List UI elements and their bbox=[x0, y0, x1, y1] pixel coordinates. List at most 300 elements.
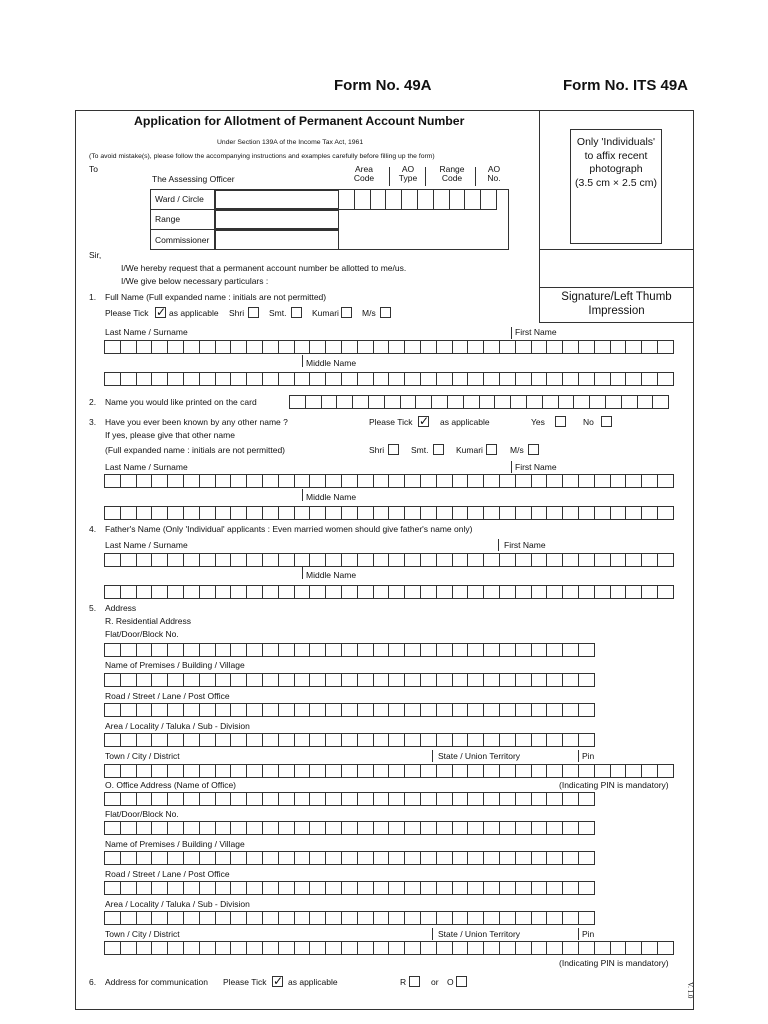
char-box[interactable] bbox=[578, 733, 595, 747]
char-box[interactable] bbox=[341, 643, 358, 657]
char-box[interactable] bbox=[167, 340, 184, 354]
char-box[interactable] bbox=[625, 553, 642, 567]
char-box[interactable] bbox=[641, 553, 658, 567]
char-box[interactable] bbox=[309, 764, 326, 778]
char-box[interactable] bbox=[562, 764, 579, 778]
char-box[interactable] bbox=[183, 372, 200, 386]
char-box[interactable] bbox=[357, 911, 374, 925]
char-box[interactable] bbox=[278, 733, 295, 747]
char-box[interactable] bbox=[341, 474, 358, 488]
char-box[interactable] bbox=[294, 792, 311, 806]
char-box[interactable] bbox=[309, 372, 326, 386]
char-box[interactable] bbox=[467, 851, 484, 865]
char-box[interactable] bbox=[278, 881, 295, 895]
char-box[interactable] bbox=[641, 764, 658, 778]
char-box[interactable] bbox=[436, 821, 453, 835]
char-box[interactable] bbox=[467, 673, 484, 687]
char-box[interactable] bbox=[388, 585, 405, 599]
char-box[interactable] bbox=[309, 340, 326, 354]
char-box[interactable] bbox=[404, 703, 421, 717]
q3-ms-checkbox[interactable] bbox=[528, 444, 539, 455]
char-box[interactable] bbox=[452, 821, 469, 835]
char-box[interactable] bbox=[294, 764, 311, 778]
char-box[interactable] bbox=[357, 506, 374, 520]
char-box[interactable] bbox=[325, 911, 342, 925]
char-box[interactable] bbox=[368, 395, 385, 409]
char-box[interactable] bbox=[199, 851, 216, 865]
code-box[interactable] bbox=[385, 189, 402, 210]
char-box[interactable] bbox=[104, 474, 121, 488]
char-box[interactable] bbox=[531, 733, 548, 747]
char-box[interactable] bbox=[388, 643, 405, 657]
char-box[interactable] bbox=[546, 764, 563, 778]
char-box[interactable] bbox=[499, 764, 516, 778]
char-box[interactable] bbox=[325, 474, 342, 488]
char-box[interactable] bbox=[467, 764, 484, 778]
char-box[interactable] bbox=[404, 911, 421, 925]
char-box[interactable] bbox=[357, 851, 374, 865]
char-box[interactable] bbox=[278, 941, 295, 955]
char-box[interactable] bbox=[151, 585, 168, 599]
char-box[interactable] bbox=[151, 474, 168, 488]
char-box[interactable] bbox=[104, 553, 121, 567]
char-box[interactable] bbox=[325, 506, 342, 520]
char-box[interactable] bbox=[483, 911, 500, 925]
char-box[interactable] bbox=[321, 395, 338, 409]
char-box[interactable] bbox=[278, 340, 295, 354]
char-box[interactable] bbox=[104, 673, 121, 687]
char-box[interactable] bbox=[578, 941, 595, 955]
char-box[interactable] bbox=[294, 703, 311, 717]
char-box[interactable] bbox=[531, 703, 548, 717]
char-box[interactable] bbox=[183, 474, 200, 488]
char-box[interactable] bbox=[373, 585, 390, 599]
char-box[interactable] bbox=[215, 703, 232, 717]
char-box[interactable] bbox=[341, 553, 358, 567]
q6-r-checkbox[interactable] bbox=[409, 976, 420, 987]
char-box[interactable] bbox=[309, 733, 326, 747]
char-box[interactable] bbox=[246, 733, 263, 747]
char-box[interactable] bbox=[104, 703, 121, 717]
char-box[interactable] bbox=[388, 372, 405, 386]
char-box[interactable] bbox=[230, 585, 247, 599]
char-box[interactable] bbox=[183, 911, 200, 925]
char-box[interactable] bbox=[499, 703, 516, 717]
char-box[interactable] bbox=[325, 585, 342, 599]
char-box[interactable] bbox=[136, 372, 153, 386]
char-box[interactable] bbox=[388, 851, 405, 865]
char-box[interactable] bbox=[262, 372, 279, 386]
char-box[interactable] bbox=[562, 474, 579, 488]
char-box[interactable] bbox=[546, 474, 563, 488]
char-box[interactable] bbox=[120, 911, 137, 925]
char-box[interactable] bbox=[594, 506, 611, 520]
char-box[interactable] bbox=[420, 553, 437, 567]
char-box[interactable] bbox=[483, 792, 500, 806]
char-box[interactable] bbox=[230, 506, 247, 520]
char-box[interactable] bbox=[199, 474, 216, 488]
char-box[interactable] bbox=[230, 703, 247, 717]
char-box[interactable] bbox=[388, 881, 405, 895]
char-box[interactable] bbox=[151, 733, 168, 747]
char-box[interactable] bbox=[388, 792, 405, 806]
char-box[interactable] bbox=[404, 733, 421, 747]
char-box[interactable] bbox=[388, 553, 405, 567]
char-box[interactable] bbox=[436, 764, 453, 778]
char-box[interactable] bbox=[199, 764, 216, 778]
char-box[interactable] bbox=[167, 941, 184, 955]
char-box[interactable] bbox=[483, 643, 500, 657]
char-box[interactable] bbox=[357, 764, 374, 778]
char-box[interactable] bbox=[515, 733, 532, 747]
char-box[interactable] bbox=[309, 792, 326, 806]
char-box[interactable] bbox=[499, 553, 516, 567]
char-box[interactable] bbox=[246, 941, 263, 955]
char-box[interactable] bbox=[610, 553, 627, 567]
char-box[interactable] bbox=[452, 643, 469, 657]
char-box[interactable] bbox=[151, 911, 168, 925]
char-box[interactable] bbox=[325, 340, 342, 354]
char-box[interactable] bbox=[294, 474, 311, 488]
char-box[interactable] bbox=[420, 673, 437, 687]
char-box[interactable] bbox=[151, 941, 168, 955]
char-box[interactable] bbox=[151, 643, 168, 657]
char-box[interactable] bbox=[167, 673, 184, 687]
char-box[interactable] bbox=[230, 881, 247, 895]
char-box[interactable] bbox=[151, 553, 168, 567]
char-box[interactable] bbox=[309, 703, 326, 717]
char-box[interactable] bbox=[199, 643, 216, 657]
char-box[interactable] bbox=[151, 792, 168, 806]
char-box[interactable] bbox=[294, 553, 311, 567]
code-box[interactable] bbox=[480, 189, 497, 210]
char-box[interactable] bbox=[230, 792, 247, 806]
char-box[interactable] bbox=[262, 340, 279, 354]
char-box[interactable] bbox=[120, 792, 137, 806]
char-box[interactable] bbox=[325, 851, 342, 865]
char-box[interactable] bbox=[467, 821, 484, 835]
char-box[interactable] bbox=[384, 395, 401, 409]
char-box[interactable] bbox=[262, 941, 279, 955]
off-road-boxes[interactable] bbox=[104, 881, 594, 895]
char-box[interactable] bbox=[483, 372, 500, 386]
q1-shri-checkbox[interactable] bbox=[248, 307, 259, 318]
char-box[interactable] bbox=[637, 395, 654, 409]
char-box[interactable] bbox=[262, 673, 279, 687]
char-box[interactable] bbox=[531, 764, 548, 778]
char-box[interactable] bbox=[562, 733, 579, 747]
char-box[interactable] bbox=[388, 506, 405, 520]
char-box[interactable] bbox=[294, 733, 311, 747]
char-box[interactable] bbox=[120, 474, 137, 488]
char-box[interactable] bbox=[531, 792, 548, 806]
char-box[interactable] bbox=[625, 340, 642, 354]
char-box[interactable] bbox=[230, 643, 247, 657]
char-box[interactable] bbox=[278, 911, 295, 925]
char-box[interactable] bbox=[546, 911, 563, 925]
char-box[interactable] bbox=[136, 941, 153, 955]
char-box[interactable] bbox=[199, 703, 216, 717]
char-box[interactable] bbox=[420, 821, 437, 835]
char-box[interactable] bbox=[467, 474, 484, 488]
char-box[interactable] bbox=[167, 553, 184, 567]
char-box[interactable] bbox=[183, 821, 200, 835]
char-box[interactable] bbox=[578, 881, 595, 895]
char-box[interactable] bbox=[467, 506, 484, 520]
char-box[interactable] bbox=[167, 506, 184, 520]
char-box[interactable] bbox=[309, 553, 326, 567]
char-box[interactable] bbox=[246, 340, 263, 354]
off-premises-boxes[interactable] bbox=[104, 851, 594, 865]
char-box[interactable] bbox=[641, 506, 658, 520]
char-box[interactable] bbox=[499, 673, 516, 687]
char-box[interactable] bbox=[151, 881, 168, 895]
char-box[interactable] bbox=[404, 673, 421, 687]
char-box[interactable] bbox=[388, 673, 405, 687]
char-box[interactable] bbox=[404, 585, 421, 599]
char-box[interactable] bbox=[657, 474, 674, 488]
char-box[interactable] bbox=[309, 585, 326, 599]
char-box[interactable] bbox=[467, 372, 484, 386]
char-box[interactable] bbox=[542, 395, 559, 409]
char-box[interactable] bbox=[400, 395, 417, 409]
char-box[interactable] bbox=[199, 941, 216, 955]
char-box[interactable] bbox=[325, 553, 342, 567]
char-box[interactable] bbox=[246, 372, 263, 386]
range-input[interactable] bbox=[215, 210, 339, 229]
char-box[interactable] bbox=[120, 643, 137, 657]
char-box[interactable] bbox=[215, 372, 232, 386]
char-box[interactable] bbox=[578, 703, 595, 717]
char-box[interactable] bbox=[341, 764, 358, 778]
char-box[interactable] bbox=[483, 733, 500, 747]
char-box[interactable] bbox=[657, 506, 674, 520]
char-box[interactable] bbox=[510, 395, 527, 409]
char-box[interactable] bbox=[278, 851, 295, 865]
char-box[interactable] bbox=[215, 553, 232, 567]
char-box[interactable] bbox=[415, 395, 432, 409]
q3-name-boxes-row1[interactable] bbox=[104, 474, 673, 488]
char-box[interactable] bbox=[373, 340, 390, 354]
char-box[interactable] bbox=[136, 703, 153, 717]
char-box[interactable] bbox=[420, 941, 437, 955]
char-box[interactable] bbox=[531, 673, 548, 687]
char-box[interactable] bbox=[652, 395, 669, 409]
char-box[interactable] bbox=[246, 643, 263, 657]
char-box[interactable] bbox=[104, 821, 121, 835]
char-box[interactable] bbox=[309, 643, 326, 657]
char-box[interactable] bbox=[336, 395, 353, 409]
char-box[interactable] bbox=[183, 673, 200, 687]
q1-smt-checkbox[interactable] bbox=[291, 307, 302, 318]
char-box[interactable] bbox=[294, 673, 311, 687]
char-box[interactable] bbox=[325, 764, 342, 778]
char-box[interactable] bbox=[246, 881, 263, 895]
char-box[interactable] bbox=[373, 703, 390, 717]
char-box[interactable] bbox=[515, 506, 532, 520]
char-box[interactable] bbox=[341, 585, 358, 599]
char-box[interactable] bbox=[610, 764, 627, 778]
char-box[interactable] bbox=[531, 911, 548, 925]
char-box[interactable] bbox=[215, 733, 232, 747]
char-box[interactable] bbox=[499, 881, 516, 895]
char-box[interactable] bbox=[373, 821, 390, 835]
char-box[interactable] bbox=[104, 733, 121, 747]
off-area-boxes[interactable] bbox=[104, 911, 594, 925]
char-box[interactable] bbox=[610, 941, 627, 955]
char-box[interactable] bbox=[309, 941, 326, 955]
char-box[interactable] bbox=[452, 851, 469, 865]
q3-kumari-checkbox[interactable] bbox=[486, 444, 497, 455]
char-box[interactable] bbox=[341, 881, 358, 895]
q3-name-boxes-row2[interactable] bbox=[104, 506, 673, 520]
char-box[interactable] bbox=[341, 506, 358, 520]
char-box[interactable] bbox=[546, 941, 563, 955]
res-area-boxes[interactable] bbox=[104, 733, 594, 747]
char-box[interactable] bbox=[483, 585, 500, 599]
char-box[interactable] bbox=[246, 474, 263, 488]
char-box[interactable] bbox=[262, 881, 279, 895]
char-box[interactable] bbox=[515, 553, 532, 567]
char-box[interactable] bbox=[467, 340, 484, 354]
char-box[interactable] bbox=[562, 553, 579, 567]
code-box[interactable] bbox=[464, 189, 481, 210]
char-box[interactable] bbox=[373, 941, 390, 955]
char-box[interactable] bbox=[388, 941, 405, 955]
char-box[interactable] bbox=[167, 881, 184, 895]
char-box[interactable] bbox=[436, 643, 453, 657]
char-box[interactable] bbox=[562, 703, 579, 717]
char-box[interactable] bbox=[199, 911, 216, 925]
char-box[interactable] bbox=[120, 851, 137, 865]
char-box[interactable] bbox=[483, 673, 500, 687]
char-box[interactable] bbox=[199, 372, 216, 386]
char-box[interactable] bbox=[531, 585, 548, 599]
char-box[interactable] bbox=[388, 911, 405, 925]
char-box[interactable] bbox=[167, 474, 184, 488]
char-box[interactable] bbox=[562, 643, 579, 657]
char-box[interactable] bbox=[420, 340, 437, 354]
char-box[interactable] bbox=[452, 553, 469, 567]
char-box[interactable] bbox=[436, 881, 453, 895]
code-box[interactable] bbox=[417, 189, 434, 210]
char-box[interactable] bbox=[325, 821, 342, 835]
char-box[interactable] bbox=[483, 340, 500, 354]
char-box[interactable] bbox=[278, 553, 295, 567]
q1-name-boxes-row1[interactable] bbox=[104, 340, 673, 354]
char-box[interactable] bbox=[215, 506, 232, 520]
char-box[interactable] bbox=[657, 941, 674, 955]
char-box[interactable] bbox=[357, 340, 374, 354]
char-box[interactable] bbox=[167, 911, 184, 925]
char-box[interactable] bbox=[515, 821, 532, 835]
char-box[interactable] bbox=[483, 821, 500, 835]
char-box[interactable] bbox=[562, 821, 579, 835]
char-box[interactable] bbox=[499, 506, 516, 520]
char-box[interactable] bbox=[467, 643, 484, 657]
char-box[interactable] bbox=[136, 821, 153, 835]
char-box[interactable] bbox=[262, 851, 279, 865]
char-box[interactable] bbox=[352, 395, 369, 409]
char-box[interactable] bbox=[546, 585, 563, 599]
res-road-boxes[interactable] bbox=[104, 703, 594, 717]
char-box[interactable] bbox=[199, 553, 216, 567]
char-box[interactable] bbox=[594, 585, 611, 599]
char-box[interactable] bbox=[230, 372, 247, 386]
char-box[interactable] bbox=[404, 643, 421, 657]
char-box[interactable] bbox=[199, 585, 216, 599]
char-box[interactable] bbox=[578, 764, 595, 778]
char-box[interactable] bbox=[436, 506, 453, 520]
char-box[interactable] bbox=[625, 764, 642, 778]
q1-tick-box[interactable] bbox=[155, 307, 166, 318]
char-box[interactable] bbox=[373, 881, 390, 895]
char-box[interactable] bbox=[531, 340, 548, 354]
char-box[interactable] bbox=[278, 673, 295, 687]
char-box[interactable] bbox=[357, 372, 374, 386]
char-box[interactable] bbox=[183, 553, 200, 567]
char-box[interactable] bbox=[183, 703, 200, 717]
code-box[interactable] bbox=[433, 189, 450, 210]
q3-shri-checkbox[interactable] bbox=[388, 444, 399, 455]
char-box[interactable] bbox=[420, 372, 437, 386]
char-box[interactable] bbox=[136, 643, 153, 657]
char-box[interactable] bbox=[420, 643, 437, 657]
char-box[interactable] bbox=[578, 340, 595, 354]
char-box[interactable] bbox=[483, 506, 500, 520]
char-box[interactable] bbox=[215, 851, 232, 865]
char-box[interactable] bbox=[578, 585, 595, 599]
q3-no-checkbox[interactable] bbox=[601, 416, 612, 427]
char-box[interactable] bbox=[246, 585, 263, 599]
char-box[interactable] bbox=[420, 851, 437, 865]
char-box[interactable] bbox=[262, 764, 279, 778]
char-box[interactable] bbox=[151, 821, 168, 835]
q1-kumari-checkbox[interactable] bbox=[341, 307, 352, 318]
char-box[interactable] bbox=[136, 792, 153, 806]
char-box[interactable] bbox=[531, 474, 548, 488]
char-box[interactable] bbox=[120, 881, 137, 895]
q4-name-boxes-row2[interactable] bbox=[104, 585, 673, 599]
char-box[interactable] bbox=[467, 941, 484, 955]
char-box[interactable] bbox=[357, 792, 374, 806]
char-box[interactable] bbox=[262, 911, 279, 925]
char-box[interactable] bbox=[215, 821, 232, 835]
char-box[interactable] bbox=[104, 792, 121, 806]
char-box[interactable] bbox=[136, 340, 153, 354]
char-box[interactable] bbox=[404, 881, 421, 895]
char-box[interactable] bbox=[230, 851, 247, 865]
char-box[interactable] bbox=[230, 553, 247, 567]
char-box[interactable] bbox=[562, 372, 579, 386]
char-box[interactable] bbox=[325, 733, 342, 747]
char-box[interactable] bbox=[625, 474, 642, 488]
char-box[interactable] bbox=[199, 506, 216, 520]
char-box[interactable] bbox=[341, 792, 358, 806]
char-box[interactable] bbox=[104, 911, 121, 925]
char-box[interactable] bbox=[215, 911, 232, 925]
char-box[interactable] bbox=[246, 703, 263, 717]
char-box[interactable] bbox=[215, 340, 232, 354]
char-box[interactable] bbox=[167, 585, 184, 599]
char-box[interactable] bbox=[151, 340, 168, 354]
char-box[interactable] bbox=[641, 372, 658, 386]
char-box[interactable] bbox=[183, 881, 200, 895]
char-box[interactable] bbox=[357, 703, 374, 717]
char-box[interactable] bbox=[499, 372, 516, 386]
q1-name-boxes-row2[interactable] bbox=[104, 372, 673, 386]
char-box[interactable] bbox=[373, 372, 390, 386]
